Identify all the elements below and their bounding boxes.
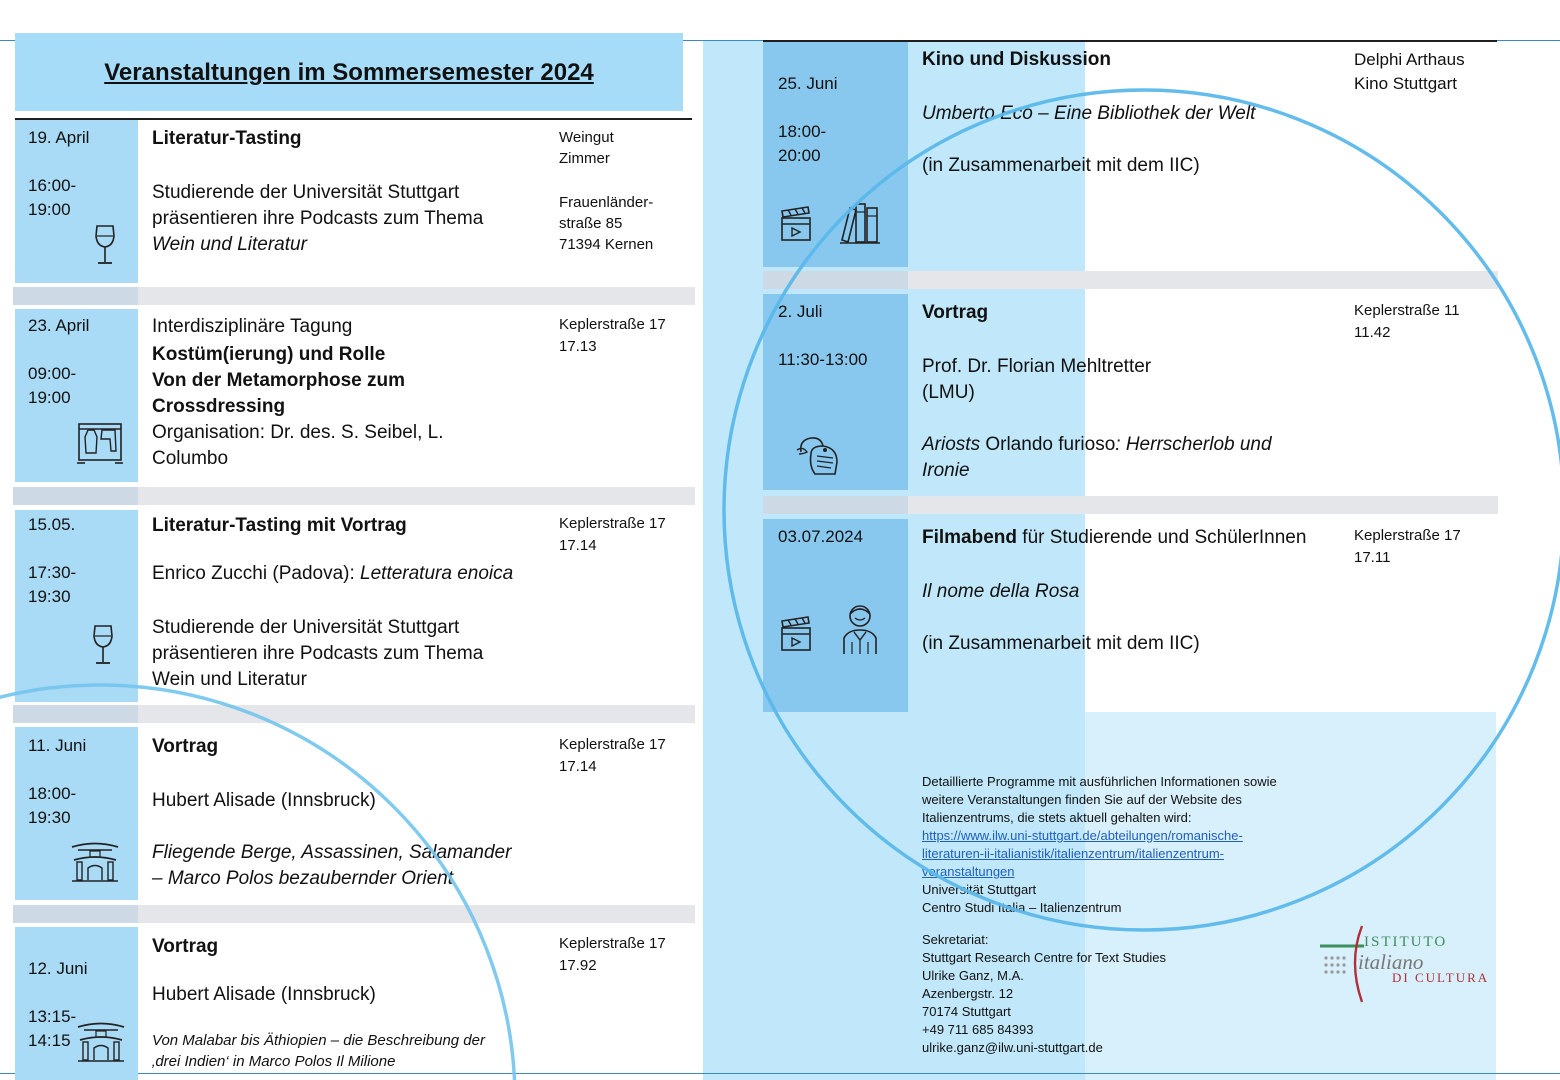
footer-text: Italienzentrums, die stets aktuell gehalten wird: [922,810,1192,825]
event-description: (in Zusammenarbeit mit dem IIC) [922,155,1200,176]
event-location: Kino Stuttgart [1354,74,1458,93]
event-separator [13,287,695,305]
event-speaker: Hubert Alisade (Innsbruck) [152,984,376,1005]
event-date: 03.07.2024 [778,527,864,546]
knight-helmet-icon [795,432,841,478]
event-location: Frauenländer- [559,194,654,211]
event-time-start: 16:00- [28,176,77,195]
bottom-rule [0,1073,1560,1074]
logo-text: italiano [1358,950,1424,974]
footer-text: weitere Veranstaltungen finden Sie auf der Website des [922,792,1242,807]
footer-info-panel [1085,712,1496,1080]
event-date: 23. April [28,316,90,335]
event-location: Keplerstraße 11 [1354,302,1460,319]
event-location: Keplerstraße 17 [559,935,666,952]
event-location: Keplerstraße 17 [1354,527,1461,544]
event-date: 19. April [28,128,90,147]
event-description: Studierende der Universität Stuttgart [152,182,460,203]
event-location: 17.13 [559,338,597,355]
event-date: 12. Juni [28,959,88,978]
event-location: Keplerstraße 17 [559,515,666,532]
event-separator [13,487,695,505]
event-title: Literatur-Tasting mit Vortrag [152,515,407,536]
footer-contact: Sekretariat: [922,932,989,947]
footer-text: Detaillierte Programme mit ausführlichen Informationen sowie [922,774,1277,789]
event-time-start: 09:00- [28,364,77,383]
event-description: Wein und Literatur [152,234,307,255]
event-time-end: 19:00 [28,200,71,219]
pagoda-gate-icon [76,1018,126,1062]
event-speaker [152,561,513,587]
event-description: Columbo [152,448,229,469]
event-location: straße 85 [559,215,623,232]
event-title: Vortrag [152,736,219,757]
event-description: (in Zusammenarbeit mit dem IIC) [922,633,1200,654]
event-description: Il nome della Rosa [922,581,1080,602]
website-link[interactable]: literaturen-ii-italianistik/italienzentrum/italienzentrum- [922,846,1225,861]
speaker-name: Enrico Zucchi (Padova): [152,563,361,584]
footer-email[interactable]: ulrike.ganz@ilw.uni-stuttgart.de [922,1040,1103,1055]
event-title: Crossdressing [152,396,286,417]
event-title: Vortrag [922,302,989,323]
event-separator [13,705,695,723]
event-date: 2. Juli [778,302,823,321]
event-date: 25. Juni [778,74,838,93]
footer-contact: Stuttgart Research Centre for Text Studies [922,950,1166,965]
wine-glass-icon [91,624,115,666]
event-location: 11.42 [1354,324,1391,341]
work-author: Ariosts [922,434,981,455]
event-description: Fliegende Berge, Assassinen, Salamander [152,842,512,863]
event-description: Organisation: Dr. des. S. Seibel, L. [152,422,444,443]
event-description: präsentieren ihre Podcasts zum Thema [152,643,484,664]
event-location: 17.11 [1354,549,1391,566]
event-time-end: 19:00 [28,388,71,407]
event-time-start: 13:15- [28,1007,77,1026]
footer-contact: Ulrike Ganz, M.A. [922,968,1024,983]
event-time-end: 14:15 [28,1031,71,1050]
event-location: Keplerstraße 17 [559,316,666,333]
wine-glass-icon [93,224,117,266]
pagoda-gate-icon [70,838,120,882]
event-separator [763,496,1498,514]
event-location: Delphi Arthaus [1354,50,1465,69]
event-description: ‚drei Indien‘ in Marco Polos Il Milione [152,1053,396,1070]
event-separator [13,905,695,923]
event-title: Literatur-Tasting [152,128,302,149]
event-speaker: Hubert Alisade (Innsbruck) [152,790,376,811]
event-description: präsentieren ihre Podcasts zum Thema [152,208,484,229]
event-description: – Marco Polos bezaubernder Orient [152,868,453,889]
event-date: 15.05. [28,515,76,534]
event-location: 17.14 [559,537,597,554]
event-location: Zimmer [559,150,610,167]
event-location: 17.14 [559,758,597,775]
footer-phone: +49 711 685 84393 [922,1022,1034,1037]
event-location: 17.92 [559,957,597,974]
event-title: Kino und Diskussion [922,49,1111,70]
event-speaker: Prof. Dr. Florian Mehltretter [922,356,1152,377]
page-header [15,33,683,111]
event-title: Vortrag [152,936,219,957]
event-location: 71394 Kernen [559,236,654,253]
books-icon [838,200,882,244]
event-description: Wein und Literatur [152,669,307,690]
event-title: Von der Metamorphose zum [152,370,406,391]
event-time: 11:30-13:00 [778,350,868,369]
event-subtitle: Interdisziplinäre Tagung [152,316,353,337]
clapperboard-icon [779,205,813,243]
event-date: 11. Juni [28,736,87,755]
event-time-end: 20:00 [778,146,821,165]
event-time-start: 18:00- [28,784,77,803]
event-title: Kostüm(ierung) und Rolle [152,344,386,365]
work-title: Orlando furioso [980,434,1116,455]
clapperboard-icon [779,615,813,653]
work-subtitle: Ironie [922,460,970,481]
event-separator [763,271,1498,289]
website-link[interactable]: veranstaltungen [922,864,1015,879]
logo-text: ISTITUTO [1364,934,1448,950]
event-time-start: 18:00- [778,122,827,141]
costume-rack-icon [76,421,124,465]
event-time-start: 17:30- [28,563,77,582]
speaker-work: Letteratura enoica [360,563,514,584]
logo-text: DI CULTURA [1392,970,1490,985]
event-title: Filmabend [922,527,1018,548]
footer-intro [922,773,1326,791]
website-link[interactable]: https://www.ilw.uni-stuttgart.de/abteilungen/romanische- [922,828,1243,843]
event-title-line [922,525,1306,551]
event-description: Studierende der Universität Stuttgart [152,617,460,638]
page-title: Veranstaltungen im Sommersemester 2024 [104,59,594,86]
event-description: Umberto Eco – Eine Bibliothek der Welt [922,103,1256,124]
event-location: Keplerstraße 17 [559,736,666,753]
footer-intro-line [922,773,1326,791]
monk-icon [840,602,880,656]
event-time-end: 19:30 [28,808,71,827]
footer-contact: 70174 Stuttgart [922,1004,1011,1019]
footer-contact: Azenbergstr. 12 [922,986,1014,1001]
footer-org: Centro Studi Italia – Italienzentrum [922,900,1122,915]
event-time-end: 19:30 [28,587,71,606]
event-speaker: (LMU) [922,382,975,403]
event-location: Weingut [559,129,614,146]
footer-org: Universität Stuttgart [922,882,1037,897]
event-title-rest: für Studierende und SchülerInnen [1017,527,1307,548]
event-description: Von Malabar bis Äthiopien – die Beschreibung der [152,1032,485,1049]
event-work-title [922,432,1272,458]
work-subtitle: : Herrscherlob und [1115,434,1272,455]
